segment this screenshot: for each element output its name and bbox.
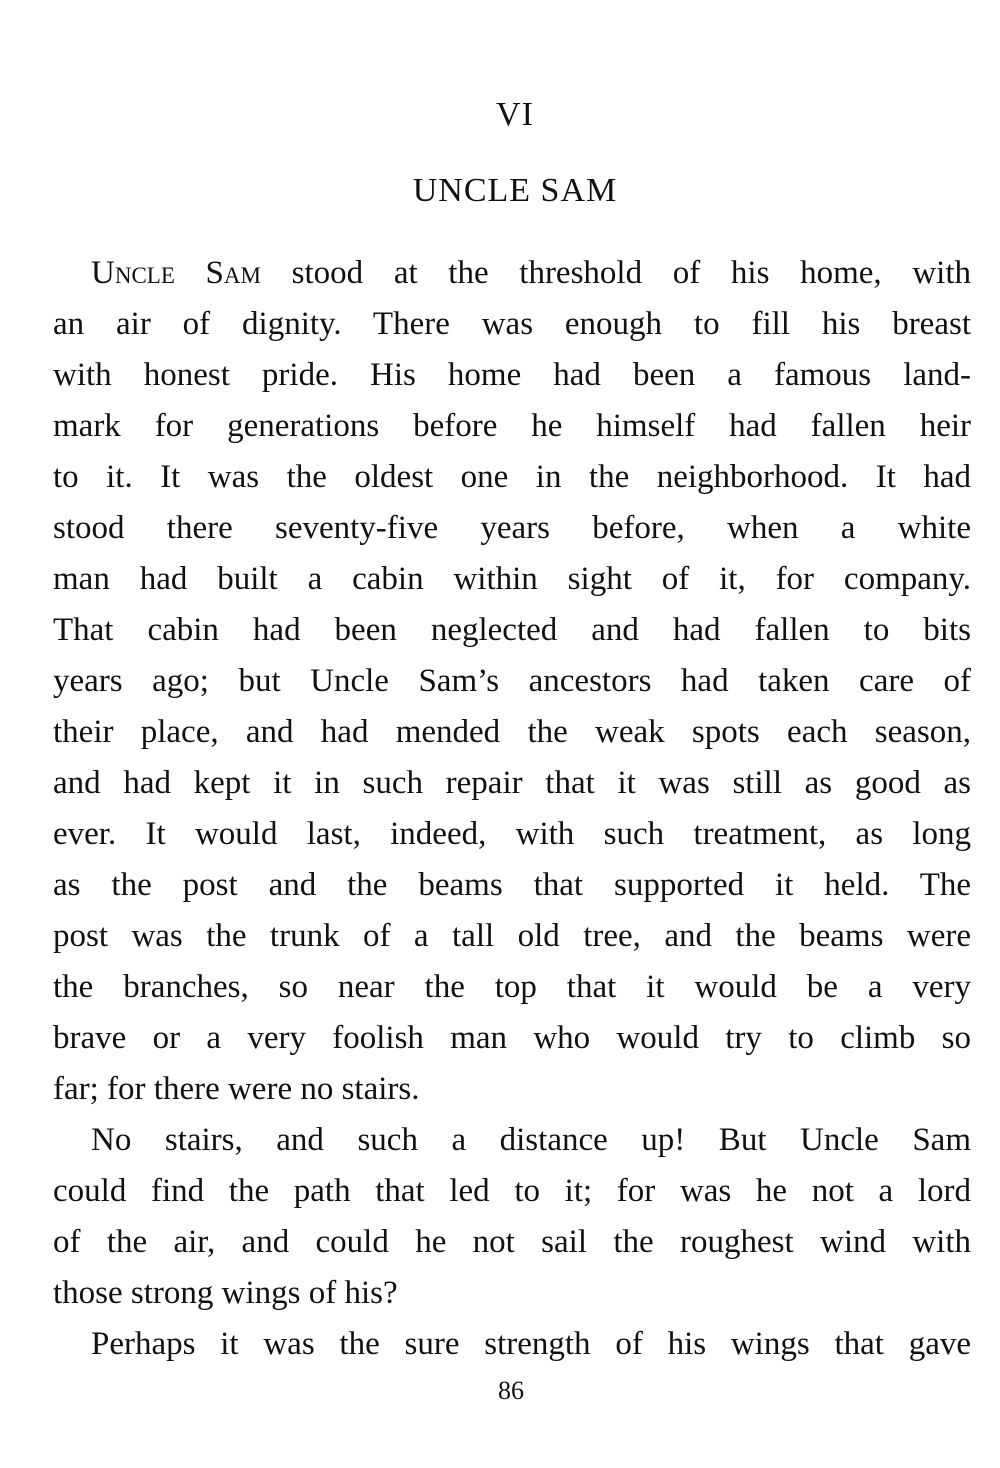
- text-line: ever. It would last, indeed, with such treatment, as long: [53, 816, 971, 852]
- page-number: 86: [498, 1376, 524, 1405]
- text-line: and had kept it in such repair that it was still as good as: [53, 765, 971, 801]
- line-text: stood at the threshold of his home, with: [260, 255, 971, 291]
- text-line: Perhaps it was the sure strength of his wings that gave: [91, 1326, 971, 1362]
- text-line: with honest pride. His home had been a famous land-: [53, 357, 971, 393]
- text-line: stood there seventy-five years before, when a white: [53, 510, 971, 546]
- chapter-number: VI: [496, 96, 534, 133]
- body-text: [53, 248, 971, 1370]
- text-line: mark for generations before he himself had fallen heir: [53, 408, 971, 444]
- text-line: those strong wings of his?: [53, 1275, 398, 1311]
- lead-smallcaps: Uncle Sam: [91, 255, 261, 291]
- text-line: brave or a very foolish man who would try to climb so: [53, 1020, 971, 1056]
- text-line: [53, 248, 971, 299]
- text-line: the branches, so near the top that it would be a very: [53, 969, 971, 1005]
- text-line: man had built a cabin within sight of it, for company.: [53, 561, 971, 597]
- text-line: No stairs, and such a distance up! But Uncle Sam: [91, 1122, 971, 1158]
- text-line: post was the trunk of a tall old tree, and the beams were: [53, 918, 971, 954]
- text-line: That cabin had been neglected and had fallen to bits: [53, 612, 971, 648]
- text-line: could find the path that led to it; for was he not a lord: [53, 1173, 971, 1209]
- text-line: their place, and had mended the weak spots each season,: [53, 714, 971, 750]
- chapter-title: UNCLE SAM: [412, 172, 618, 209]
- text-line: of the air, and could he not sail the roughest wind with: [53, 1224, 971, 1260]
- text-line: an air of dignity. There was enough to fill his breast: [53, 306, 971, 342]
- text-line: to it. It was the oldest one in the neighborhood. It had: [53, 459, 971, 495]
- text-line: years ago; but Uncle Sam’s ancestors had taken care of: [53, 663, 971, 699]
- text-line: as the post and the beams that supported it held. The: [53, 867, 971, 903]
- text-line: far; for there were no stairs.: [53, 1071, 420, 1107]
